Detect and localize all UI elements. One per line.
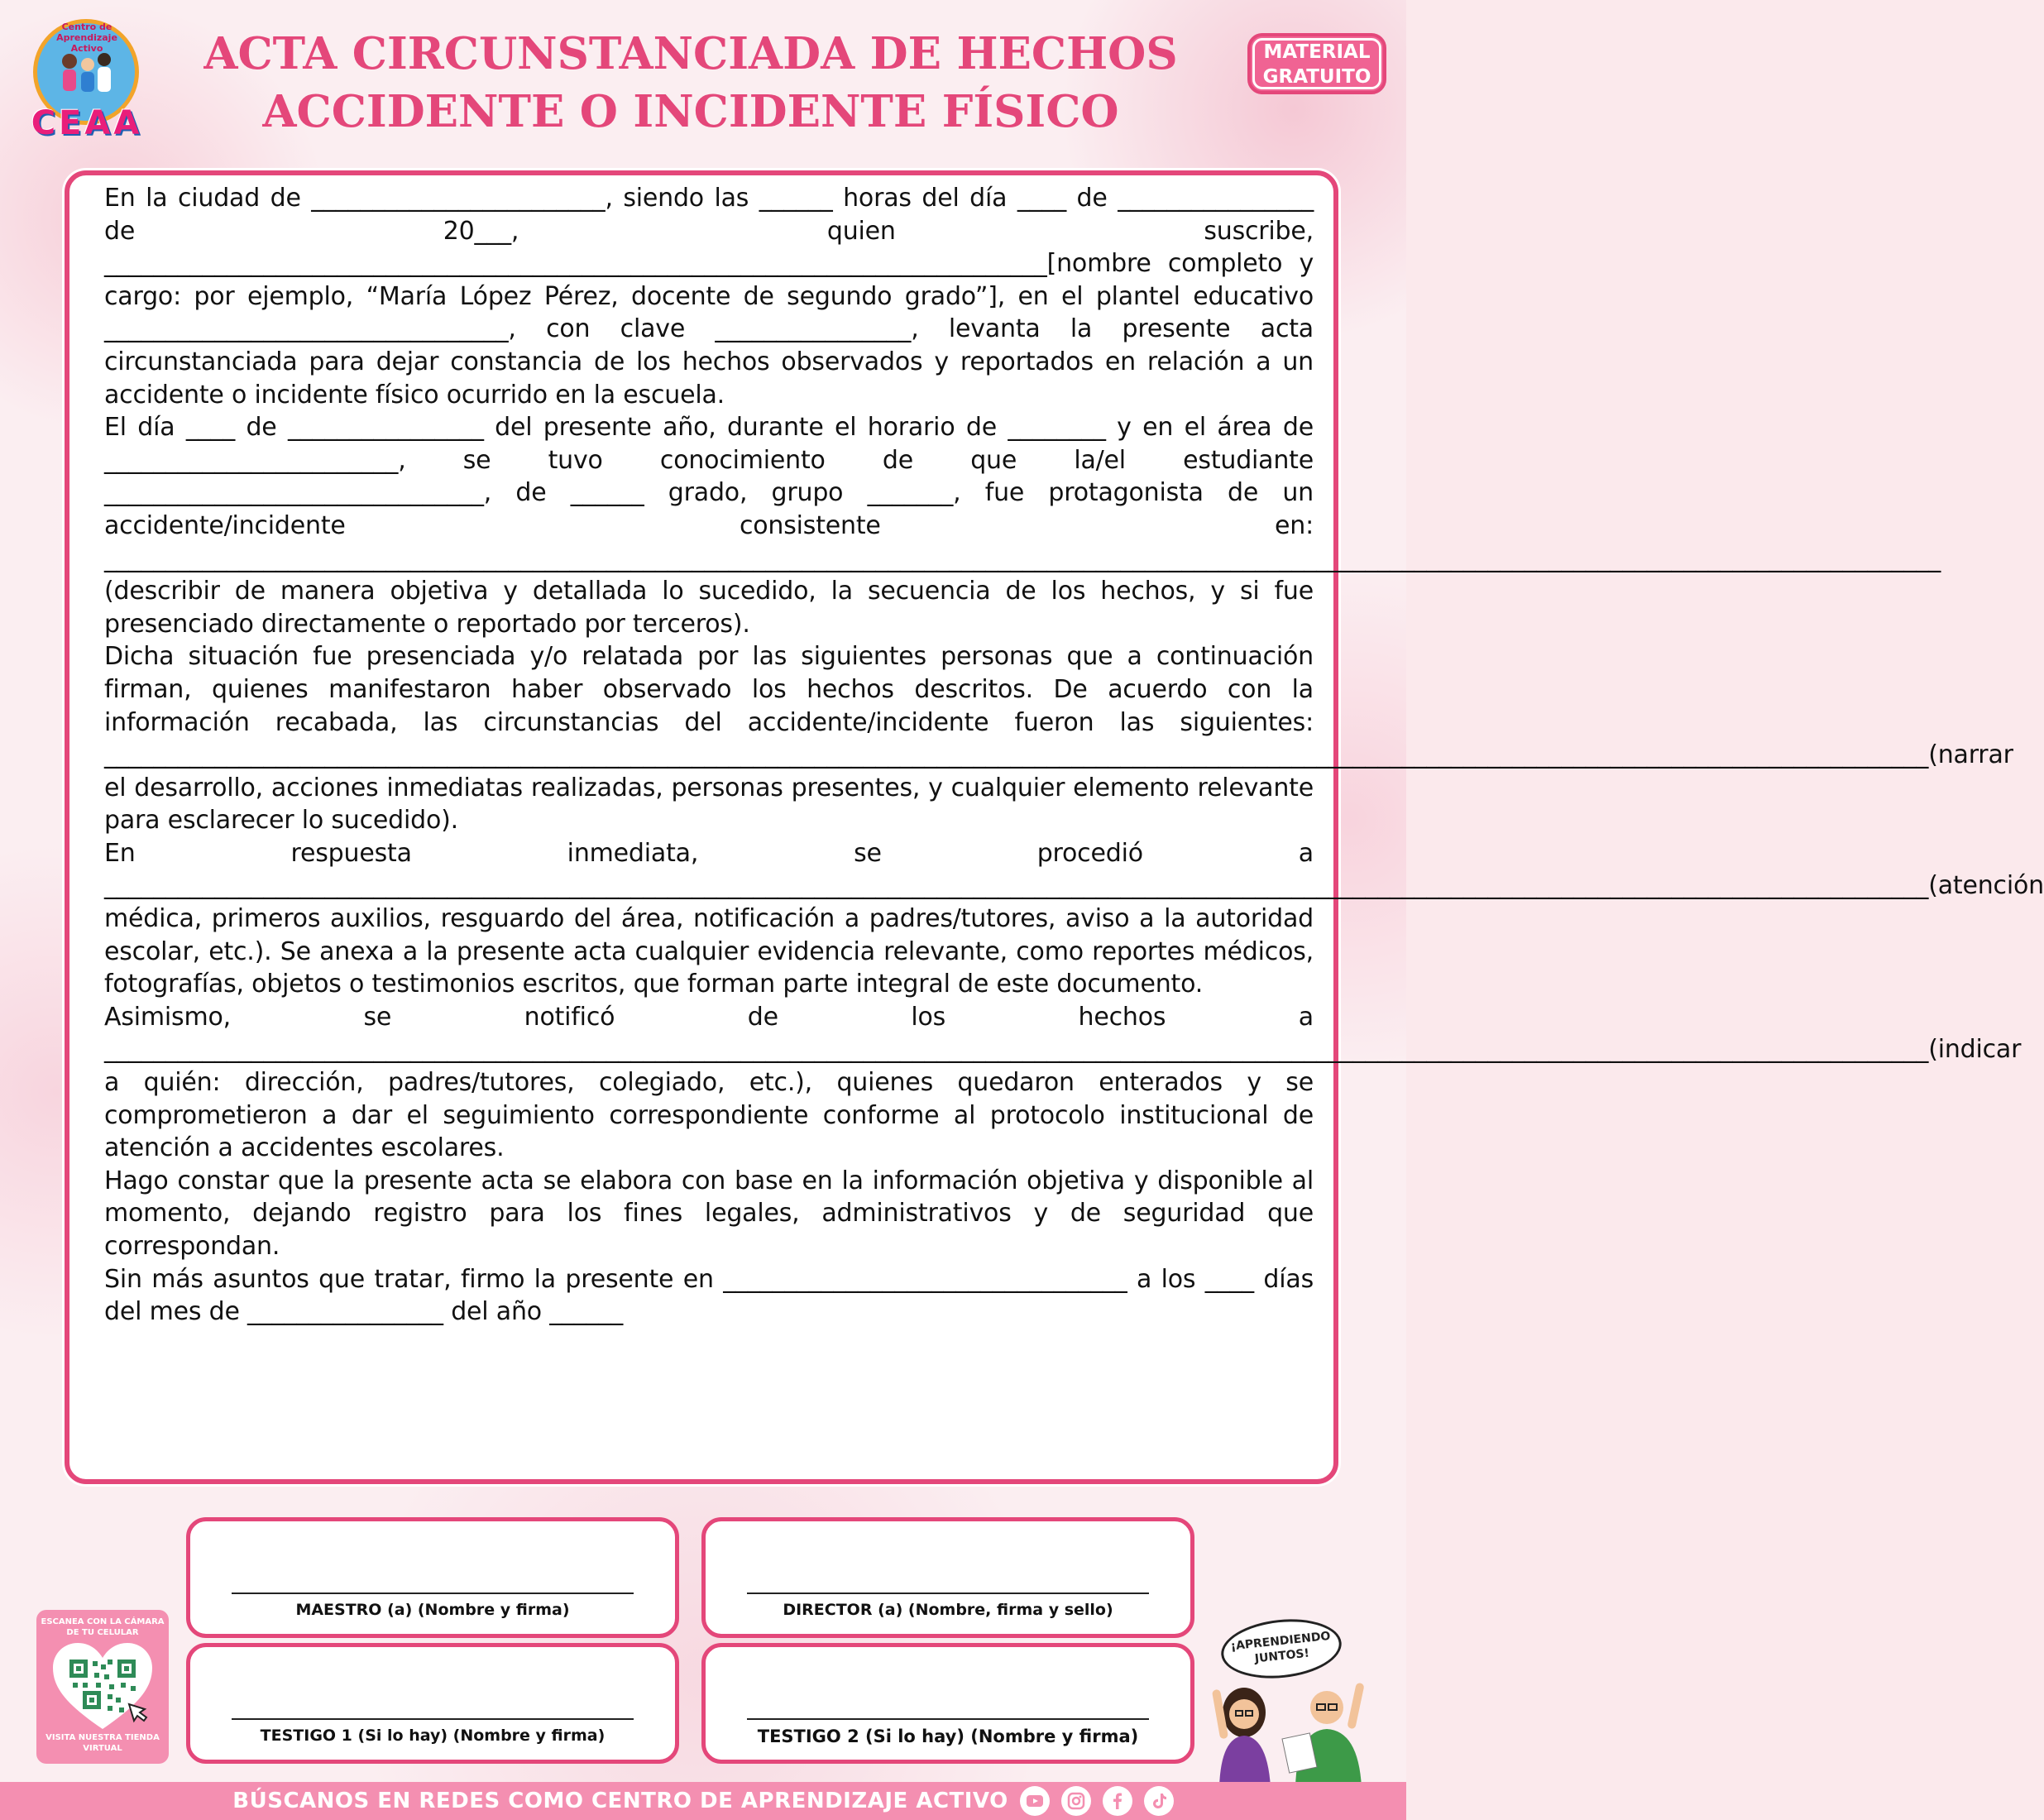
speech-bubble: ¡APRENDIENDO JUNTOS! (1218, 1614, 1345, 1684)
teachers-illustration-icon (1206, 1679, 1371, 1787)
signature-label-witness-1: TESTIGO 1 (Si lo hay) (Nombre y firma) (260, 1727, 606, 1745)
paragraph-closing: Sin más asuntos que tratar, firmo la presente en _________________________________ a los ____ días del mes de ________________ del año ______ (104, 1264, 1314, 1327)
paragraph-intro: En la ciudad de ________________________, siendo las ______ horas del día ____ de ________________ de 20___, quien suscribe, _____________________________________________________________________________[nombre completo y cargo: por ejemplo, “María López Pérez, docente de segundo grado”], en el plantel educativo _________________________________, con clave ________________, levanta la presente acta circunstanciada para dejar constancia de los hechos observados y reportados en relación a un accidente o incidente físico ocurrido en la escuela. (104, 184, 1314, 410)
badge-line-2: GRATUITO (1262, 66, 1371, 88)
title-line-1: ACTA CIRCUNSTANCIADA DE HECHOS (203, 28, 1178, 79)
ceaa-logo (25, 15, 149, 142)
title-line-2: ACCIDENTE O INCIDENTE FÍSICO (262, 86, 1119, 137)
paragraph-incident: El día ____ de ________________ del presente año, durante el horario de ________ y en el área de ________________________, se tuvo conocimiento de que la/el estudiante _______________________________, de ______ grado, grupo _______, fue protagonista de un accidente/incidente consistente en: ______________________________________________________________________________________________________________________________________________________ (describir de manera objetiva y detallada lo sucedido, la secuencia de los hechos, y si fue presenciado directamente o reportado por terceros). (104, 413, 1941, 639)
signature-box-teacher[interactable] (186, 1517, 679, 1638)
facebook-icon[interactable] (1103, 1786, 1132, 1816)
signature-label-teacher: MAESTRO (a) (Nombre y firma) (295, 1601, 570, 1619)
signature-label-director: DIRECTOR (a) (Nombre, firma y sello) (783, 1601, 1113, 1619)
youtube-icon[interactable] (1020, 1786, 1050, 1816)
page-title (157, 25, 1224, 141)
signature-box-witness-2[interactable] (701, 1643, 1194, 1764)
paragraph-notification: Asimismo, se notificó de los hechos a _____________________________________________________________________________________________________________________________________________________(indicar a quién: dirección, padres/tutores, colegiado, etc.), quienes quedaron enterados y se comprometieron a dar el seguimiento correspondiente conforme al protocolo institucional de atención a accidentes escolares. (104, 1002, 2022, 1163)
badge-line-1: MATERIAL (1263, 41, 1371, 63)
paragraph-statement: Hago constar que la presente acta se elabora con base en la información objetiva y disponible al momento, dejando registro para los fines legales, administrativos y de seguridad que correspondan. (104, 1166, 1314, 1261)
footer-bar (0, 1782, 1406, 1820)
paragraph-witnesses: Dicha situación fue presenciada y/o relatada por las siguientes personas que a continuación firman, quienes manifestaron haber observado los hechos descritos. De acuerdo con la información recabada, las circunstancias del accidente/incidente fueron las siguientes: _____________________________________________________________________________________________________________________________________________________(narrar el desarrollo, acciones inmediatas realizadas, personas presentes, y cualquier elemento relevante para esclarecer lo sucedido). (104, 642, 2013, 836)
qr-card[interactable] (36, 1610, 169, 1764)
qr-top-text: ESCANEA CON LA CÁMARA DE TU CELULAR (41, 1617, 165, 1637)
logo-arc-text: Centro de Aprendizaje Activo (56, 22, 117, 54)
qr-code-heart-icon (50, 1640, 156, 1732)
logo-text: CEAA (31, 104, 143, 142)
document-box (65, 170, 2044, 1484)
document-text (104, 182, 2044, 1329)
kids-illustration-icon (56, 48, 116, 98)
signature-line (747, 1718, 1149, 1720)
paragraph-response: En respuesta inmediata, se procedió a _____________________________________________________________________________________________________________________________________________________(atención médica, primeros auxilios, resguardo del área, notificación a padres/tutores, aviso a la autoridad escolar, etc.). Se anexa a la presente acta cualquier evidencia relevante, como reportes médicos, fotografías, objetos o testimonios escritos, que forman parte integral de este documento. (104, 838, 2044, 999)
qr-bottom-text: VISITA NUESTRA TIENDA VIRTUAL (45, 1733, 160, 1753)
signature-box-witness-1[interactable] (186, 1643, 679, 1764)
signature-line (232, 1592, 634, 1594)
tiktok-icon[interactable] (1144, 1786, 1174, 1816)
free-material-badge (1247, 33, 1386, 94)
signature-line (232, 1718, 634, 1720)
signature-label-witness-2: TESTIGO 2 (Si lo hay) (Nombre y firma) (757, 1727, 1139, 1746)
instagram-icon[interactable] (1061, 1786, 1091, 1816)
signature-box-director[interactable] (701, 1517, 1194, 1638)
signature-line (747, 1592, 1149, 1594)
footer-text: BÚSCANOS EN REDES COMO CENTRO DE APRENDIZAJE ACTIVO (232, 1789, 1008, 1813)
